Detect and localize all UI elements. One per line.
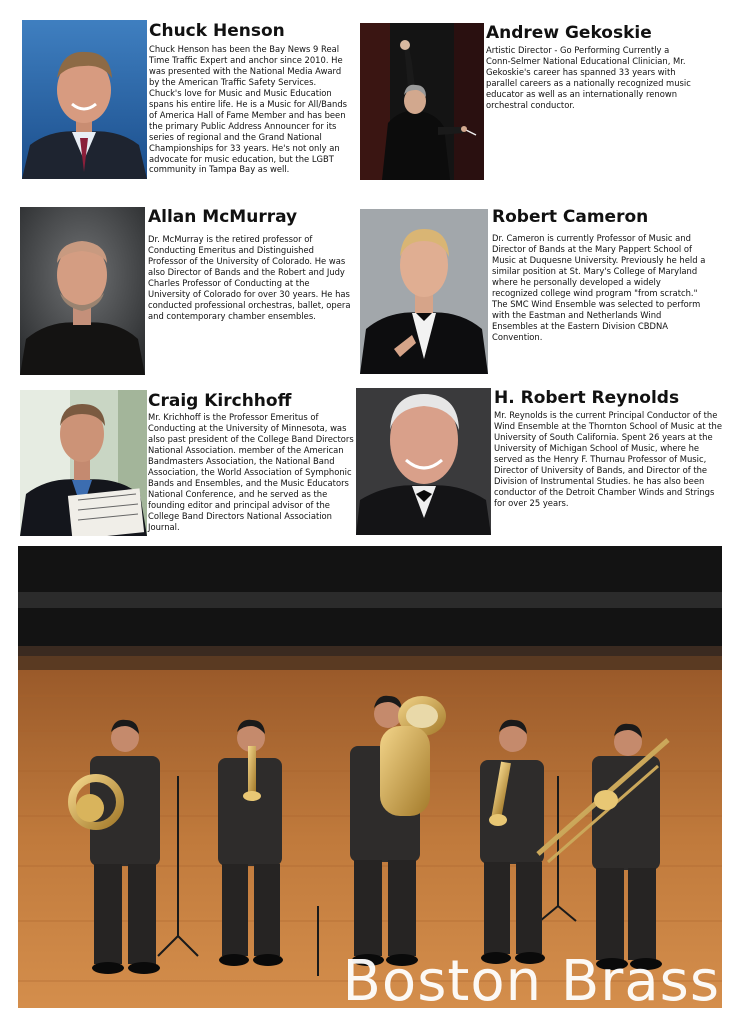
- profile-bio: Dr. Cameron is currently Professor of Music and Director of Bands at the Mary Pappert School of Music at Duquesne University. Previously he held a similar position at St. Mary's College of Maryland where he personally developed a widely recognized college wind program "from scratch." The SMC Wind Ensemble was selected to perform with the Eastman and Netherlands Wind Ensembles at the Eastern Division CBDNA Convention.: [492, 233, 706, 342]
- profile-bio: Mr. Krichhoff is the Professor Emeritus of Conducting at the University of Minnesota, was also past president of the College Band Directors National Association. member of the American Bandmasters Association, the National Band Association, the World Association of Symphonic Bands and Ensembles, and the Music Educators National Conference, and he served as the founding editor and principal advisor of the College Band Directors National Association Journal.: [148, 412, 354, 532]
- band-title: Boston Brass: [342, 949, 720, 1008]
- profile-name: Craig Kirchhoff: [148, 391, 292, 411]
- chuck-henson-photo: [22, 20, 147, 179]
- profile-name: Allan McMurray: [148, 207, 298, 227]
- andrew-gekoskie-photo: [360, 23, 484, 180]
- allan-mcmurray-photo: [20, 207, 145, 375]
- profile-bio: Mr. Reynolds is the current Principal Conductor of the Wind Ensemble at the Thornton School of Music at the University of South California. Spent 26 years at the University of Michigan School of Music, where he served as the Henry F. Thurnau Professor of Music, Director of University of Bands, and Director of the Division of Instrumental Studies. he has also been conductor of the Detroit Chamber Winds and Strings for over 25 years.: [494, 410, 722, 508]
- robert-cameron-photo: [360, 209, 488, 374]
- h-robert-reynolds-photo: [356, 388, 491, 535]
- profile-name: Andrew Gekoskie: [486, 23, 652, 43]
- profile-name: Robert Cameron: [492, 207, 649, 227]
- profile-name: Chuck Henson: [149, 21, 285, 41]
- boston-brass-photo: [18, 546, 722, 1008]
- profile-bio: Artistic Director - Go Performing Currently a Conn-Selmer National Educational Clinician, Mr. Gekoskie's career has spanned 33 years with parallel careers as a nationally recognized music educator as well as an internationally renown orchestral conductor.: [486, 45, 691, 110]
- profile-bio: Dr. McMurray is the retired professor of Conducting Emeritus and Distinguished Professor of the University of Colorado. He was also Director of Bands and the Robert and Judy Charles Professor of Conducting at the University of Colorado for over 30 years. He has conducted professional orchestras, ballet, opera and contemporary chamber ensembles.: [148, 234, 351, 321]
- profile-bio: Chuck Henson has been the Bay News 9 Real Time Traffic Expert and anchor since 2010. He was presented with the National Media Award by the American Traffic Safety Services. Chuck's love for Music and Music Education spans his entire life. He is a Music for All/Bands of America Hall of Fame Member and has been the primary Public Address Announcer for its series of regional and the Grand National Championships for 33 years. He's not only an advocate for music education, but the LGBT community in Tampa Bay as well.: [149, 44, 348, 175]
- craig-kirchhoff-photo: [20, 390, 147, 536]
- profile-name: H. Robert Reynolds: [494, 388, 680, 408]
